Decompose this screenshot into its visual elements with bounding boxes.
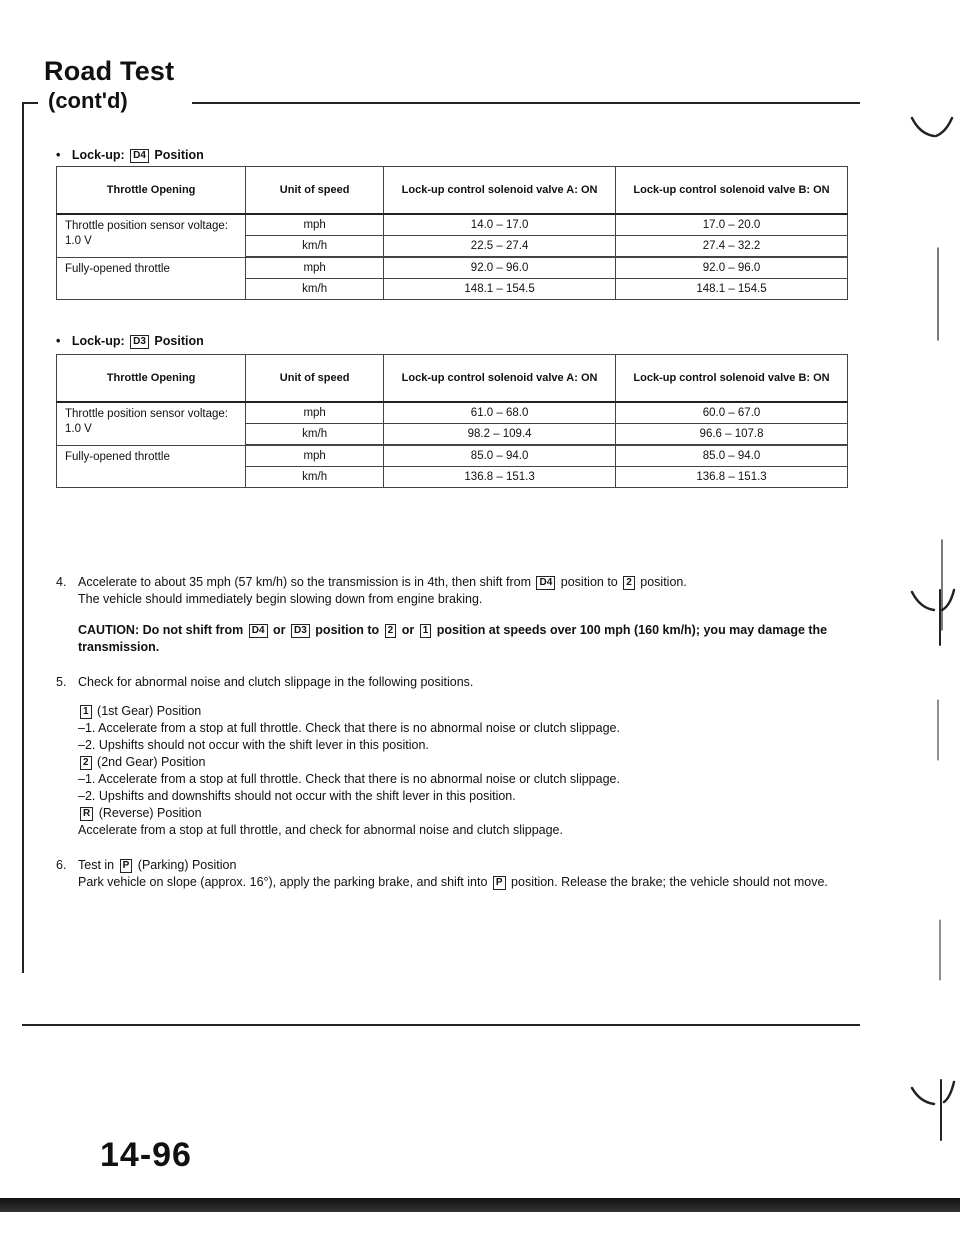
shift-position-key: D4 [536,576,555,590]
column-header: Unit of speed [246,167,384,215]
shift-position-key: P [120,859,133,873]
lockup-d4-table [56,166,848,300]
throttle-opening-cell: Throttle position sensor voltage: 1.0 V [57,402,246,445]
step-number: 5. [56,675,67,689]
valve-b-cell: 96.6 – 107.8 [616,424,848,446]
gear-position-heading [78,754,848,771]
valve-a-cell: 22.5 – 27.4 [384,236,616,258]
shift-position-key: 1 [80,705,92,719]
valve-b-cell: 85.0 – 94.0 [616,445,848,467]
text-run: (Reverse) Position [98,806,202,820]
unit-cell: km/h [246,236,384,258]
unit-cell: mph [246,402,384,424]
heading-prefix: Lock-up: [71,148,125,162]
valve-b-cell: 60.0 – 67.0 [616,402,848,424]
binding-marks [850,0,960,1242]
step-text: –2. Upshifts should not occur with the shift lever in this position. [78,738,429,752]
step-text: Accelerate from a stop at full throttle, and check for abnormal noise and clutch slippage. [78,823,563,837]
step-text: –1. Accelerate from a stop at full throttle. Check that there is no abnormal noise or clutch slippage. [78,772,620,786]
caution-note [78,622,848,656]
section-heading-d4 [56,148,204,163]
column-header: Lock-up control solenoid valve A: ON [384,355,616,403]
frame-left-rule [22,103,24,973]
unit-cell: mph [246,445,384,467]
step-4 [56,574,848,656]
valve-a-cell: 148.1 – 154.5 [384,279,616,300]
binding-hook-icon [944,1082,954,1102]
text-run: Test in [78,858,115,872]
shift-position-key: P [493,876,506,890]
text-run: position. Release the brake; the vehicle should not move. [511,875,828,889]
binding-hook-icon [936,118,952,136]
column-header: Throttle Opening [57,167,246,215]
table-row [57,445,848,467]
procedure-steps [56,574,848,903]
binding-hook-icon [942,590,954,610]
text-run: CAUTION: Do not shift from [78,623,244,637]
text-run: position at speeds over 100 mph (160 km/h); you may damage the transmission. [78,623,828,654]
page-number: 14-96 [100,1136,192,1174]
heading-suffix: Position [154,334,204,348]
text-run: Accelerate to about 35 mph (57 km/h) so the transmission is in 4th, then shift from [78,575,531,589]
text-run: (2nd Gear) Position [97,755,206,769]
valve-b-cell: 17.0 – 20.0 [616,214,848,236]
valve-a-cell: 61.0 – 68.0 [384,402,616,424]
valve-a-cell: 98.2 – 109.4 [384,424,616,446]
shift-position-key: 1 [420,624,432,638]
table-header-row [57,355,848,403]
text-run: position. [640,575,687,589]
unit-cell: km/h [246,467,384,488]
step-5 [56,674,848,839]
step-text: Check for abnormal noise and clutch slippage in the following positions. [78,675,474,689]
shift-position-key: D3 [130,335,149,349]
step-text: –1. Accelerate from a stop at full throttle. Check that there is no abnormal noise or clutch slippage. [78,721,620,735]
throttle-opening-cell: Fully-opened throttle [57,445,246,488]
section-heading-d3 [56,334,204,349]
text-run: position to [315,623,380,637]
bottom-bar [0,1198,960,1212]
throttle-opening-cell: Fully-opened throttle [57,257,246,300]
step-text [78,874,848,891]
valve-b-cell: 92.0 – 96.0 [616,257,848,279]
step-number: 4. [56,575,67,589]
step-text [78,857,848,874]
bullet-icon: • [56,148,61,162]
valve-a-cell: 136.8 – 151.3 [384,467,616,488]
shift-position-key: 2 [623,576,635,590]
step-text: –2. Upshifts and downshifts should not occur with the shift lever in this position. [78,789,516,803]
unit-cell: km/h [246,279,384,300]
shift-position-key: D4 [130,149,149,163]
heading-prefix: Lock-up: [71,334,125,348]
step-text: The vehicle should immediately begin slowing down from engine braking. [78,592,483,606]
throttle-opening-cell: Throttle position sensor voltage: 1.0 V [57,214,246,257]
shift-position-key: R [80,807,93,821]
shift-position-key: 2 [80,756,92,770]
valve-b-cell: 27.4 – 32.2 [616,236,848,258]
text-run: (1st Gear) Position [97,704,202,718]
step-number: 6. [56,858,67,872]
frame-top-stub [22,102,38,104]
text-run: or [273,623,286,637]
text-run: Park vehicle on slope (approx. 16°), apply the parking brake, and shift into [78,875,488,889]
valve-a-cell: 85.0 – 94.0 [384,445,616,467]
frame-bottom-rule [22,1024,860,1026]
shift-position-key: 2 [385,624,397,638]
text-run: or [401,623,415,637]
unit-cell: mph [246,257,384,279]
table-row [57,214,848,236]
valve-a-cell: 92.0 – 96.0 [384,257,616,279]
page-subtitle: (cont'd) [48,88,128,113]
unit-cell: mph [246,214,384,236]
column-header: Unit of speed [246,355,384,403]
step-6 [56,857,848,891]
binding-hook-icon [912,118,934,136]
valve-a-cell: 14.0 – 17.0 [384,214,616,236]
column-header: Throttle Opening [57,355,246,403]
table-header-row [57,167,848,215]
shift-position-key: D3 [291,624,310,638]
gear-position-heading [78,703,848,720]
column-header: Lock-up control solenoid valve A: ON [384,167,616,215]
heading-suffix: Position [154,148,204,162]
frame-top-rule [192,102,860,104]
section-frame [22,88,860,118]
page-title: Road Test [44,56,175,86]
valve-b-cell: 148.1 – 154.5 [616,279,848,300]
text-run: position to [560,575,618,589]
shift-position-key: D4 [249,624,268,638]
text-run: (Parking) Position [137,858,237,872]
binding-hook-icon [912,1088,934,1104]
table-row [57,257,848,279]
table-row [57,402,848,424]
lockup-d3-table [56,354,848,488]
column-header: Lock-up control solenoid valve B: ON [616,355,848,403]
unit-cell: km/h [246,424,384,446]
step-text [78,574,848,591]
column-header: Lock-up control solenoid valve B: ON [616,167,848,215]
binding-hook-icon [912,592,934,610]
bullet-icon: • [56,334,61,348]
valve-b-cell: 136.8 – 151.3 [616,467,848,488]
gear-position-heading [78,805,848,822]
